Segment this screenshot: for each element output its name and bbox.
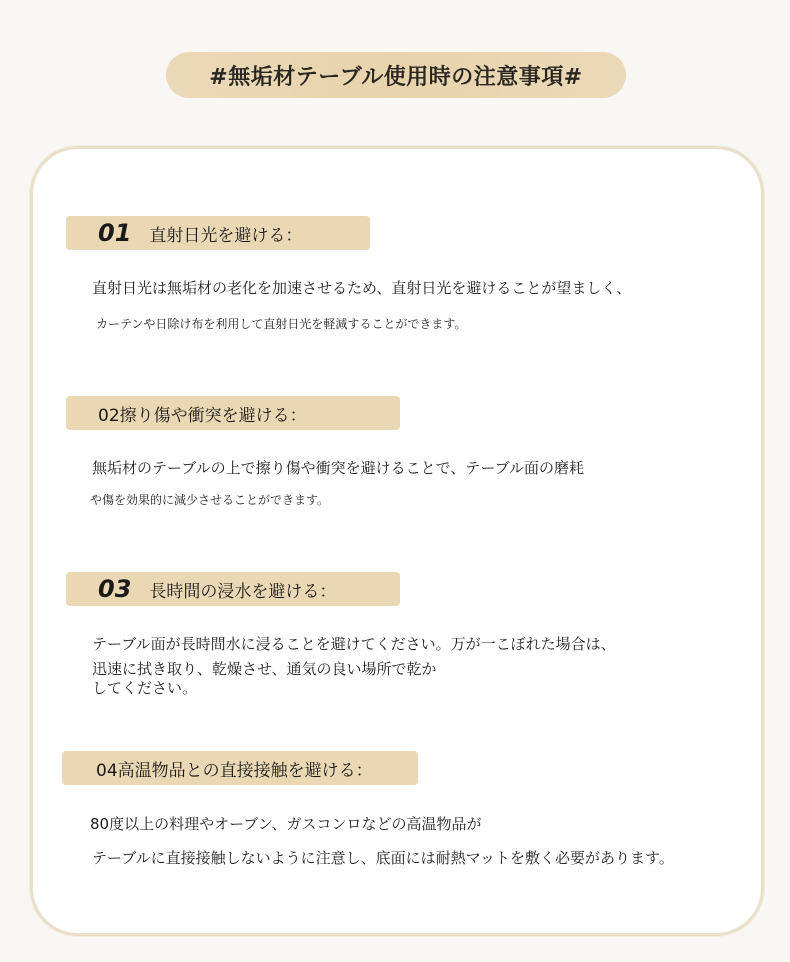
page-title: #無垢材テーブル使用時の注意事項# [166, 52, 626, 98]
item-4-title [62, 751, 418, 785]
item-4-heading: 04高温物品との直接接触を避ける： [96, 760, 373, 781]
item-3-line-3: してください。 [92, 679, 198, 697]
item-4-line-2: テーブルに直接接触しないように注意し、底面には耐熱マットを敷く必要があります。 [92, 849, 674, 867]
item-3-heading: 長時間の浸水を避ける： [149, 581, 337, 602]
item-1-heading: 直射日光を避ける： [149, 225, 303, 246]
item-1-title [66, 216, 370, 250]
item-2-title [66, 396, 400, 430]
item-1-line-1: 直射日光は無垢材の老化を加速させるため、直射日光を避けることが望ましく、 [92, 279, 632, 297]
item-1-line-2: カーテンや日除け布を利用して直射日光を軽減することができます。 [96, 317, 467, 331]
item-4-line-1: 80度以上の料理やオーブン、ガスコンロなどの高温物品が [90, 815, 482, 833]
item-3-number: 03 [98, 575, 132, 603]
item-1-number: 01 [98, 219, 132, 247]
item-3-title [66, 572, 400, 606]
item-2-line-2: や傷を効果的に減少させることができます。 [90, 493, 330, 507]
item-2-heading: 02擦り傷や衝突を避ける： [98, 405, 307, 426]
item-3-line-2: 迅速に拭き取り、乾燥させ、通気の良い場所で乾か [92, 660, 437, 678]
item-3-line-1: テーブル面が長時間水に浸ることを避けてください。万が一こぼれた場合は、 [92, 635, 616, 653]
item-2-line-1: 無垢材のテーブルの上で擦り傷や衝突を避けることで、テーブル面の磨耗 [92, 459, 585, 477]
